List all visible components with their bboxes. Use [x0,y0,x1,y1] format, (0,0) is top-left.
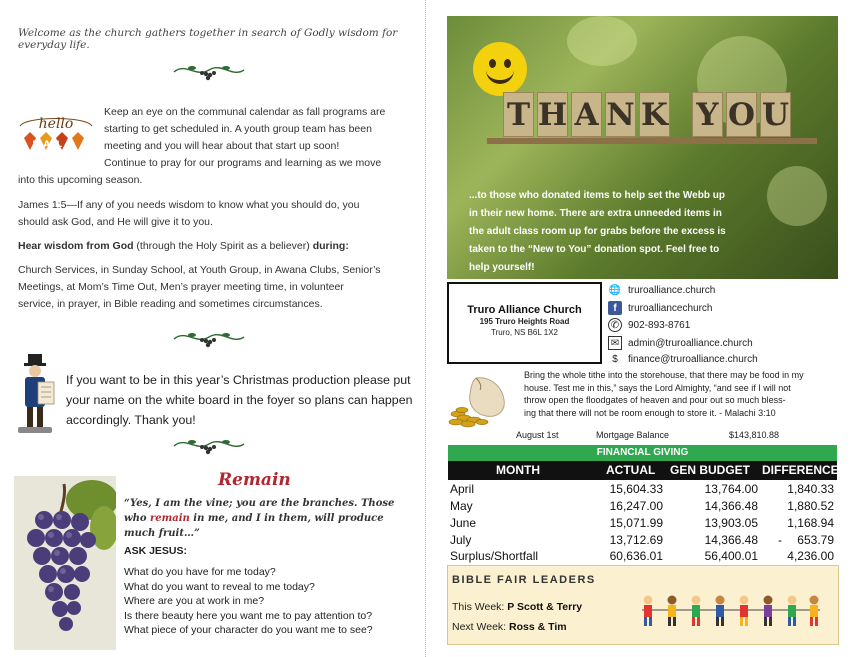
contact-website[interactable] [608,283,715,297]
letter-tile: N [605,92,636,137]
cell-budget: 14,366.48 [704,499,758,513]
cell-budget: 13,903.05 [704,516,758,530]
contact-text: truroalliance.church [628,284,716,296]
james-line: should ask God, and He will give it to you. [18,216,213,228]
grapes-icon [14,476,116,650]
cell-month: June [450,516,477,530]
cell-month: April [450,482,475,496]
christmas-line: If you want to be in this year’s Christmas production please put [66,373,411,387]
letter-tile: A [571,92,602,137]
contact-text: admin@truroalliance.church [628,337,753,349]
vine-divider-icon [172,327,246,349]
tile-gap [673,92,689,137]
fall-line: meeting and you will hear about that start up soon! [104,140,340,152]
fall-line: Continue to pray for our programs and learning as we move [104,157,382,169]
church-street: 195 Truro Heights Road [479,317,570,326]
fall-text: FALL [32,140,80,150]
ask-jesus-heading: ASK JESUS: [124,545,188,557]
col-difference: DIFFERENCE [762,463,839,477]
smiley-icon [473,42,527,96]
thank-you-text [469,187,769,277]
question-item: What piece of your character do you want me to see? [124,624,373,636]
remain-title: Remain [218,470,291,490]
church-name: Truro Alliance Church [467,304,582,316]
letter-tile: K [639,92,670,137]
financial-giving-heading: FINANCIAL GIVING [448,445,837,461]
cell-budget: 13,764.00 [704,482,758,496]
fall-paragraph-tail: into this upcoming season. [18,174,143,186]
christmas-line: accordingly. Thank you! [66,413,196,427]
cell-budget: 14,366.48 [704,533,758,547]
hear-bold-during: during: [312,240,349,252]
col-budget: GEN BUDGET [670,463,751,477]
church-address-box [447,282,602,364]
left-page [0,0,425,657]
malachi-line: ing that there will not be room enough to store it. - Malachi 3:10 [524,407,776,418]
col-actual: ACTUAL [606,463,656,477]
table-row [448,482,837,498]
christmas-paragraph [66,370,421,430]
cell-difference: 4,236.00 [787,549,834,563]
services-paragraph [18,262,420,313]
hear-bold: Hear wisdom from God [18,240,134,252]
phone-icon: ✆ [608,318,622,332]
contact-text: 902-893-8761 [628,319,691,331]
church-city: Truro, NS B6L 1X2 [491,328,558,337]
mortgage-date: August 1st [516,430,559,440]
globe-icon: 🌐 [608,284,622,296]
malachi-line: throw open the floodgates of heaven and pour out so much bless- [524,395,786,405]
remain-quote-highlight: remain [150,513,190,524]
cell-month: Surplus/Shortfall [450,549,539,563]
cell-difference: 653.79 [797,533,834,547]
welcome-line: Welcome as the church gathers together in search of Godly wisdom for everyday life. [18,27,398,51]
next-week-label: Next Week: [452,621,507,633]
remain-quote-part: in me, and I in them, will produce much fruit…” [124,513,384,539]
cell-month: May [450,499,473,513]
coin-bag-icon [446,372,516,428]
letter-tile: Y [692,92,723,137]
cell-actual: 16,247.00 [609,499,663,513]
contact-phone[interactable] [608,318,690,332]
this-week-leaders: P Scott & Terry [507,601,583,613]
thank-line: in their new home. There are extra unneeded items in [469,208,722,219]
letter-tile: T [503,92,534,137]
question-item: Where are you at work in me? [124,595,265,607]
christmas-line: your name on the white board in the foyer so plans can happen [66,393,413,407]
letter-tile: O [726,92,757,137]
cell-sign: - [778,533,782,547]
question-item: Is there beauty here you want me to pay attention to? [124,609,373,622]
vine-divider-icon [172,434,246,456]
hear-middle: (through the Holy Spirit as a believer) [133,240,313,252]
remain-quote [124,496,414,541]
cell-budget: 56,400.01 [704,549,758,563]
contact-text: finance@truroalliance.church [628,353,758,365]
bible-fair-title: BIBLE FAIR LEADERS [452,574,596,586]
financial-table-header [448,461,837,480]
facebook-icon: f [608,301,622,315]
children-holding-hands-icon [636,594,826,628]
letter-tile: U [760,92,791,137]
thank-you-tiles [503,92,791,137]
hello-fall-leaves-icon [16,108,96,166]
cell-actual: 15,604.33 [609,482,663,496]
fall-line: starting to get scheduled in. A youth group team has been [104,123,372,135]
this-week-line [452,601,582,613]
contact-admin-email[interactable] [608,336,753,350]
contact-finance-email[interactable] [608,352,758,366]
table-row [448,533,837,549]
services-line: Meetings, at Mom’s Time Out, Men’s prayer meeting time, in volunteer [18,281,344,293]
fall-paragraph [104,104,414,172]
next-week-line [452,621,567,633]
ask-jesus-questions [124,565,419,638]
envelope-icon: ✉ [608,336,622,350]
cell-month: July [450,533,472,547]
malachi-line: house. Test me in this,” says the Lord Almighty, “and see if I will not [524,382,791,393]
table-row [448,516,837,532]
fall-line: Keep an eye on the communal calendar as fall programs are [104,106,386,118]
remain-quote-part: “Yes, I am the vine; you are the branches. Those who [124,498,395,524]
hello-text: hello [38,116,74,132]
money-icon: $ [612,353,618,365]
contact-text: truroalliancechurch [628,302,713,314]
services-line: Church Services, in Sunday School, at Youth Group, in Awana Clubs, Senior’s [18,264,381,276]
question-item: What do you have for me today? [124,566,276,578]
table-row-total [448,549,837,565]
question-item: What do you want to reveal to me today? [124,580,315,593]
right-page [426,0,851,657]
cell-difference: 1,168.94 [787,516,834,530]
tile-shelf [487,138,817,144]
cell-actual: 60,636.01 [609,549,663,563]
mortgage-amount: $143,810.88 [729,430,780,440]
next-week-leaders: Ross & Tim [509,621,567,633]
malachi-line: Bring the whole tithe into the storehouse, that there may be food in my [524,370,804,380]
james-line: James 1:5—If any of you needs wisdom to know what you should do, you [18,199,360,211]
hear-wisdom-line [18,238,418,255]
james-verse [18,197,418,231]
thank-line: help yourself! [469,262,535,273]
town-crier-icon [14,352,60,434]
services-line: service, in prayer, in Bible reading and sometimes circumstances. [18,298,323,310]
thank-line: taken to the “New to You” donation spot. Feel free to [469,244,720,255]
this-week-label: This Week: [452,601,505,613]
letter-tile: H [537,92,568,137]
vine-divider-icon [172,60,246,82]
cell-actual: 15,071.99 [609,516,663,530]
thank-line: ...to those who donated items to help set the Webb up [469,190,725,201]
bible-fair-box [447,565,839,645]
cell-difference: 1,880.52 [787,499,834,513]
table-row [448,499,837,515]
thank-line: the adult class room up for grabs before the excess is [469,226,726,237]
cell-actual: 13,712.69 [609,533,663,547]
mortgage-label: Mortgage Balance [596,430,670,440]
malachi-verse [524,369,834,419]
col-month: MONTH [496,463,540,477]
thank-you-banner [447,16,838,279]
contact-facebook[interactable] [608,301,713,315]
cell-difference: 1,840.33 [787,482,834,496]
